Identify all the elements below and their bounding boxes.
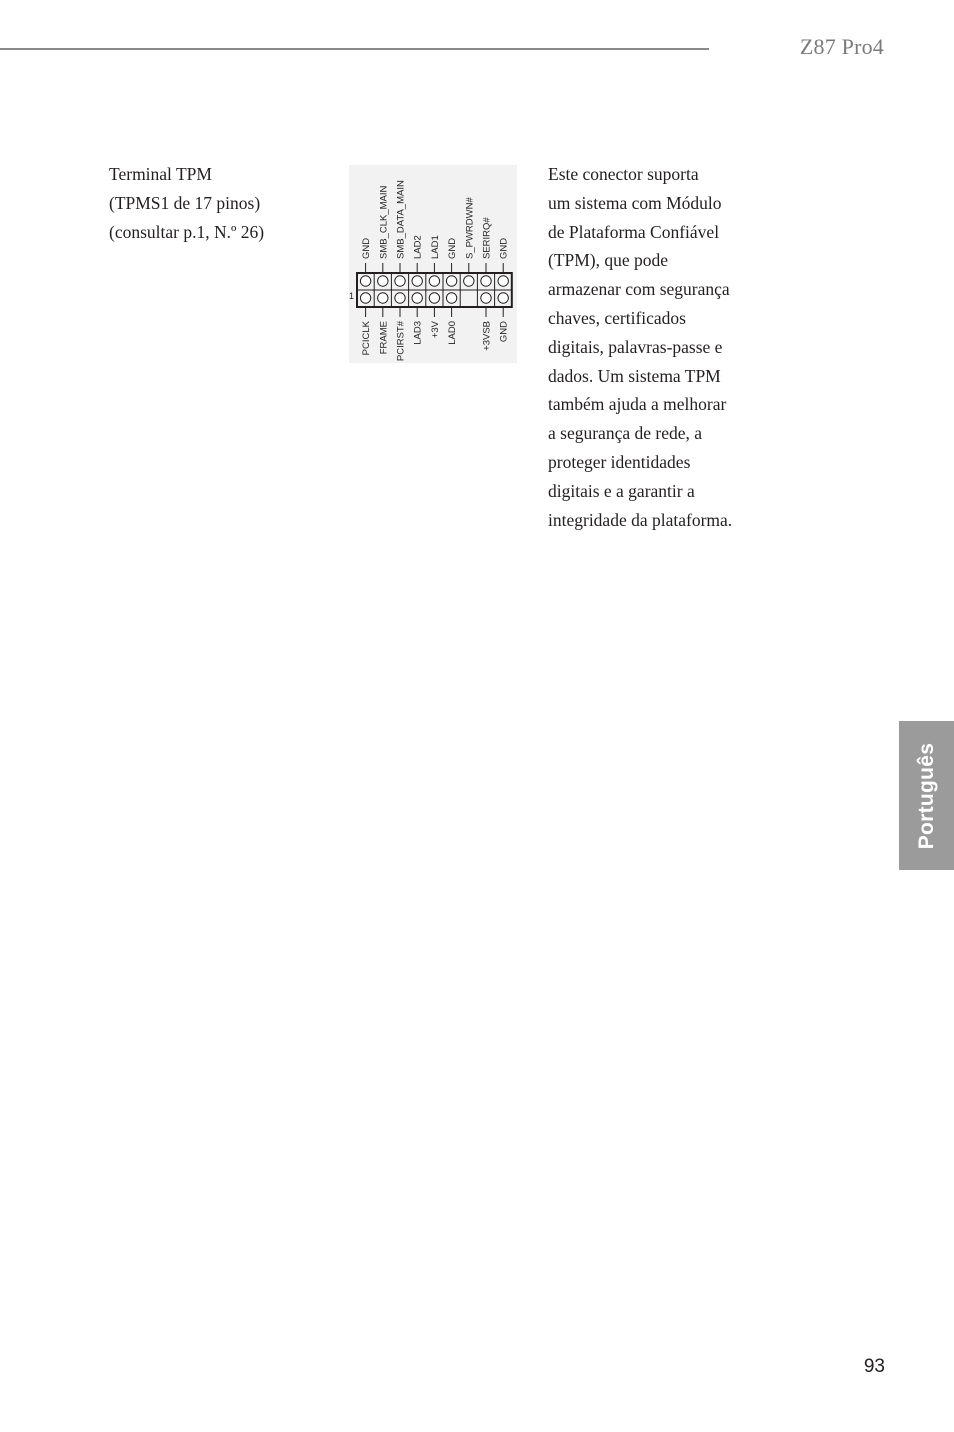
bottom-pin-label: LAD0 [447, 321, 459, 345]
description-line: (TPM), que pode [548, 250, 669, 271]
header-rule [0, 48, 709, 50]
description-line: de Plataforma Confiável [548, 221, 720, 242]
pin-top [412, 276, 422, 286]
pin-bottom [395, 293, 405, 303]
connector-label-line: (consultar p.1, N.º 26) [109, 222, 265, 242]
top-pin-label: LAD2 [412, 235, 424, 259]
page-number: 93 [863, 1356, 885, 1377]
language-tab-label: Português [914, 742, 938, 849]
pin-top [446, 276, 456, 286]
top-pin-label: GND [498, 237, 510, 259]
pin-top [498, 276, 508, 286]
pin-top [481, 276, 491, 286]
description-line: Este conector suporta [548, 164, 699, 184]
pin-top [395, 276, 405, 286]
bottom-pin-label: FRAME [378, 321, 390, 355]
bottom-pin-label: PCICLK [361, 321, 373, 356]
top-pin-label: GND [447, 237, 459, 259]
description-line: a segurança de rede, a [548, 423, 702, 444]
bottom-pin-label: +3VSB [481, 321, 493, 351]
bottom-pin-label: GND [498, 321, 510, 343]
description-line: dados. Um sistema TPM [548, 365, 721, 386]
description-line: digitais e a garantir a [548, 480, 695, 501]
pin-bottom [481, 293, 491, 303]
top-pin-label: LAD1 [429, 235, 441, 259]
description-line: integridade da plataforma. [548, 509, 733, 530]
pin-bottom [446, 293, 456, 303]
top-pin-label: SMB_CLK_MAIN [378, 185, 390, 259]
pin-bottom [412, 293, 422, 303]
pin-top [360, 276, 370, 286]
description-line: chaves, certificados [548, 307, 686, 328]
connector-label-line: (TPMS1 de 17 pinos) [109, 193, 261, 213]
top-pin-label: GND [361, 237, 373, 259]
pin-bottom [378, 293, 388, 303]
description-line: digitais, palavras-passe e [548, 336, 723, 357]
connector-label [109, 160, 329, 247]
pin-bottom [360, 293, 370, 303]
pin-top [464, 276, 474, 286]
pin-bottom [429, 293, 439, 303]
description-line: proteger identidades [548, 451, 691, 472]
language-side-tab [899, 721, 954, 870]
top-pin-label: S_PWRDWN# [464, 197, 476, 259]
pin-top [378, 276, 388, 286]
description-line: um sistema com Módulo [548, 192, 722, 213]
top-pin-label: SMB_DATA_MAIN [395, 180, 407, 259]
description-line: armazenar com segurança [548, 279, 730, 300]
pin1-marker: 1 [349, 291, 355, 301]
pin-top [429, 276, 439, 286]
pin-bottom [498, 293, 508, 303]
model-title: Z87 Pro4 [799, 34, 884, 59]
tpm-header-diagram [349, 165, 517, 363]
connector-description [548, 160, 778, 534]
bottom-pin-label: +3V [429, 321, 441, 339]
top-pin-label: SERIRQ# [481, 217, 493, 259]
connector-label-line: Terminal TPM [109, 164, 212, 184]
bottom-pin-label: LAD3 [412, 321, 424, 345]
description-line: também ajuda a melhorar [548, 394, 727, 415]
bottom-pin-label: PCIRST# [395, 321, 407, 362]
